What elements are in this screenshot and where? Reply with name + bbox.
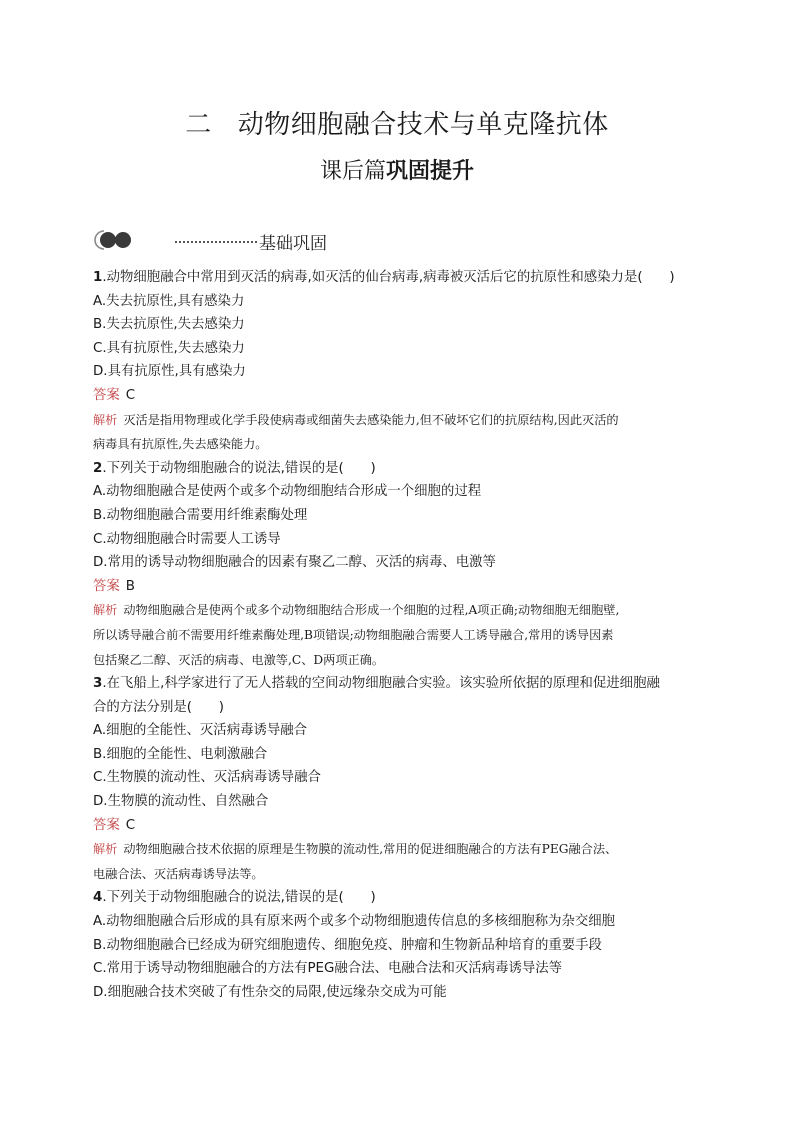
- answer-value: C: [125, 817, 136, 833]
- answer-value: C: [125, 387, 136, 403]
- explanation-line: 电融合法、灭活病毒诱导法等。: [93, 866, 264, 881]
- question-number: 3: [93, 676, 103, 692]
- question-2: [93, 457, 705, 672]
- question-4: [93, 886, 705, 1004]
- question-number: 1: [93, 270, 103, 285]
- answer-line: [93, 575, 705, 599]
- lesson-number: 二: [185, 110, 212, 140]
- page-title: [0, 104, 794, 141]
- option-b: B.动物细胞融合需要用纤维素酶处理: [93, 507, 308, 523]
- option-d: D.细胞融合技术突破了有性杂交的局限,使远缘杂交成为可能: [93, 984, 447, 1000]
- option-c: C.动物细胞融合时需要人工诱导: [93, 531, 281, 547]
- question-list: [93, 266, 705, 1004]
- option-a: A.细胞的全能性、灭活病毒诱导融合: [93, 723, 308, 739]
- question-number: 2: [93, 460, 103, 476]
- question-stem-continued: 合的方法分别是( ): [93, 699, 224, 715]
- option-d: D.具有抗原性,具有感染力: [93, 364, 246, 380]
- answer-label: 答案: [93, 578, 120, 594]
- explanation-line: 包括聚乙二醇、灭活的病毒、电激等,C、D两项正确。: [93, 652, 385, 667]
- answer-label: 答案: [93, 387, 120, 403]
- option-a: A.失去抗原性,具有感染力: [93, 293, 245, 309]
- section-dotted-leader: [175, 241, 257, 243]
- answer-label: 答案: [93, 817, 120, 833]
- answer-value: B: [125, 578, 135, 594]
- explanation-line: 病毒具有抗原性,失去感染能力。: [93, 437, 268, 452]
- option-b: B.失去抗原性,失去感染力: [93, 317, 245, 333]
- question-1: [93, 266, 705, 457]
- option-d: D.生物膜的流动性、自然融合: [93, 794, 269, 810]
- question-stem: 3.在飞船上,科学家进行了无人搭载的空间动物细胞融合实验。该实验所依据的原理和促进细胞融: [93, 676, 660, 692]
- option-b: B.动物细胞融合已经成为研究细胞遗传、细胞免疫、肿瘤和生物新品种培育的重要手段: [93, 937, 602, 953]
- option-d: D.常用的诱导动物细胞融合的因素有聚乙二醇、灭活的病毒、电激等: [93, 555, 496, 571]
- option-a: A.动物细胞融合是使两个或多个动物细胞结合形成一个细胞的过程: [93, 484, 482, 500]
- answer-line: [93, 814, 705, 838]
- explanation-label: 解析: [93, 412, 118, 427]
- answer-line: [93, 384, 705, 408]
- explanation-line: 所以诱导融合前不需要用纤维素酶处理,B项错误;动物细胞融合需要人工诱导融合,常用的诱导因素: [93, 627, 614, 642]
- question-3: [93, 672, 705, 886]
- question-stem: 1.动物细胞融合中常用到灭活的病毒,如灭活的仙台病毒,病毒被灭活后它的抗原性和感染力是( ): [93, 270, 675, 285]
- page-subtitle: [0, 154, 794, 185]
- question-number: 4: [93, 890, 103, 906]
- explanation-line: 解析 动物细胞融合技术依据的原理是生物膜的流动性,常用的促进细胞融合的方法有PEG融合法、: [93, 842, 618, 857]
- option-c: C.常用于诱导动物细胞融合的方法有PEG融合法、电融合法和灭活病毒诱导法等: [93, 961, 563, 977]
- subtitle-plain: 课后篇: [319, 159, 386, 184]
- option-b: B.细胞的全能性、电刺激融合: [93, 746, 268, 762]
- explanation-line: 解析 灭活是指用物理或化学手段使病毒或细菌失去感染能力,但不破坏它们的抗原结构,因此灭活的: [93, 412, 619, 427]
- option-c: C.具有抗原性,失去感染力: [93, 340, 245, 356]
- section-header: [93, 228, 493, 254]
- explanation-label: 解析: [93, 603, 118, 618]
- option-c: C.生物膜的流动性、灭活病毒诱导融合: [93, 770, 321, 786]
- subtitle-bold: 巩固提升: [386, 159, 475, 184]
- question-stem: 2.下列关于动物细胞融合的说法,错误的是( ): [93, 460, 376, 476]
- explanation-line: 解析 动物细胞融合是使两个或多个动物细胞结合形成一个细胞的过程,A项正确;动物细胞无细胞壁,: [93, 603, 620, 618]
- explanation-label: 解析: [93, 842, 118, 857]
- option-a: A.动物细胞融合后形成的具有原来两个或多个动物细胞遗传信息的多核细胞称为杂交细胞: [93, 914, 616, 930]
- lesson-title: 动物细胞融合技术与单克隆抗体: [237, 110, 609, 140]
- question-stem: 4.下列关于动物细胞融合的说法,错误的是( ): [93, 890, 376, 906]
- section-label: 基础巩固: [259, 234, 327, 254]
- section-circles-icon: [93, 228, 139, 252]
